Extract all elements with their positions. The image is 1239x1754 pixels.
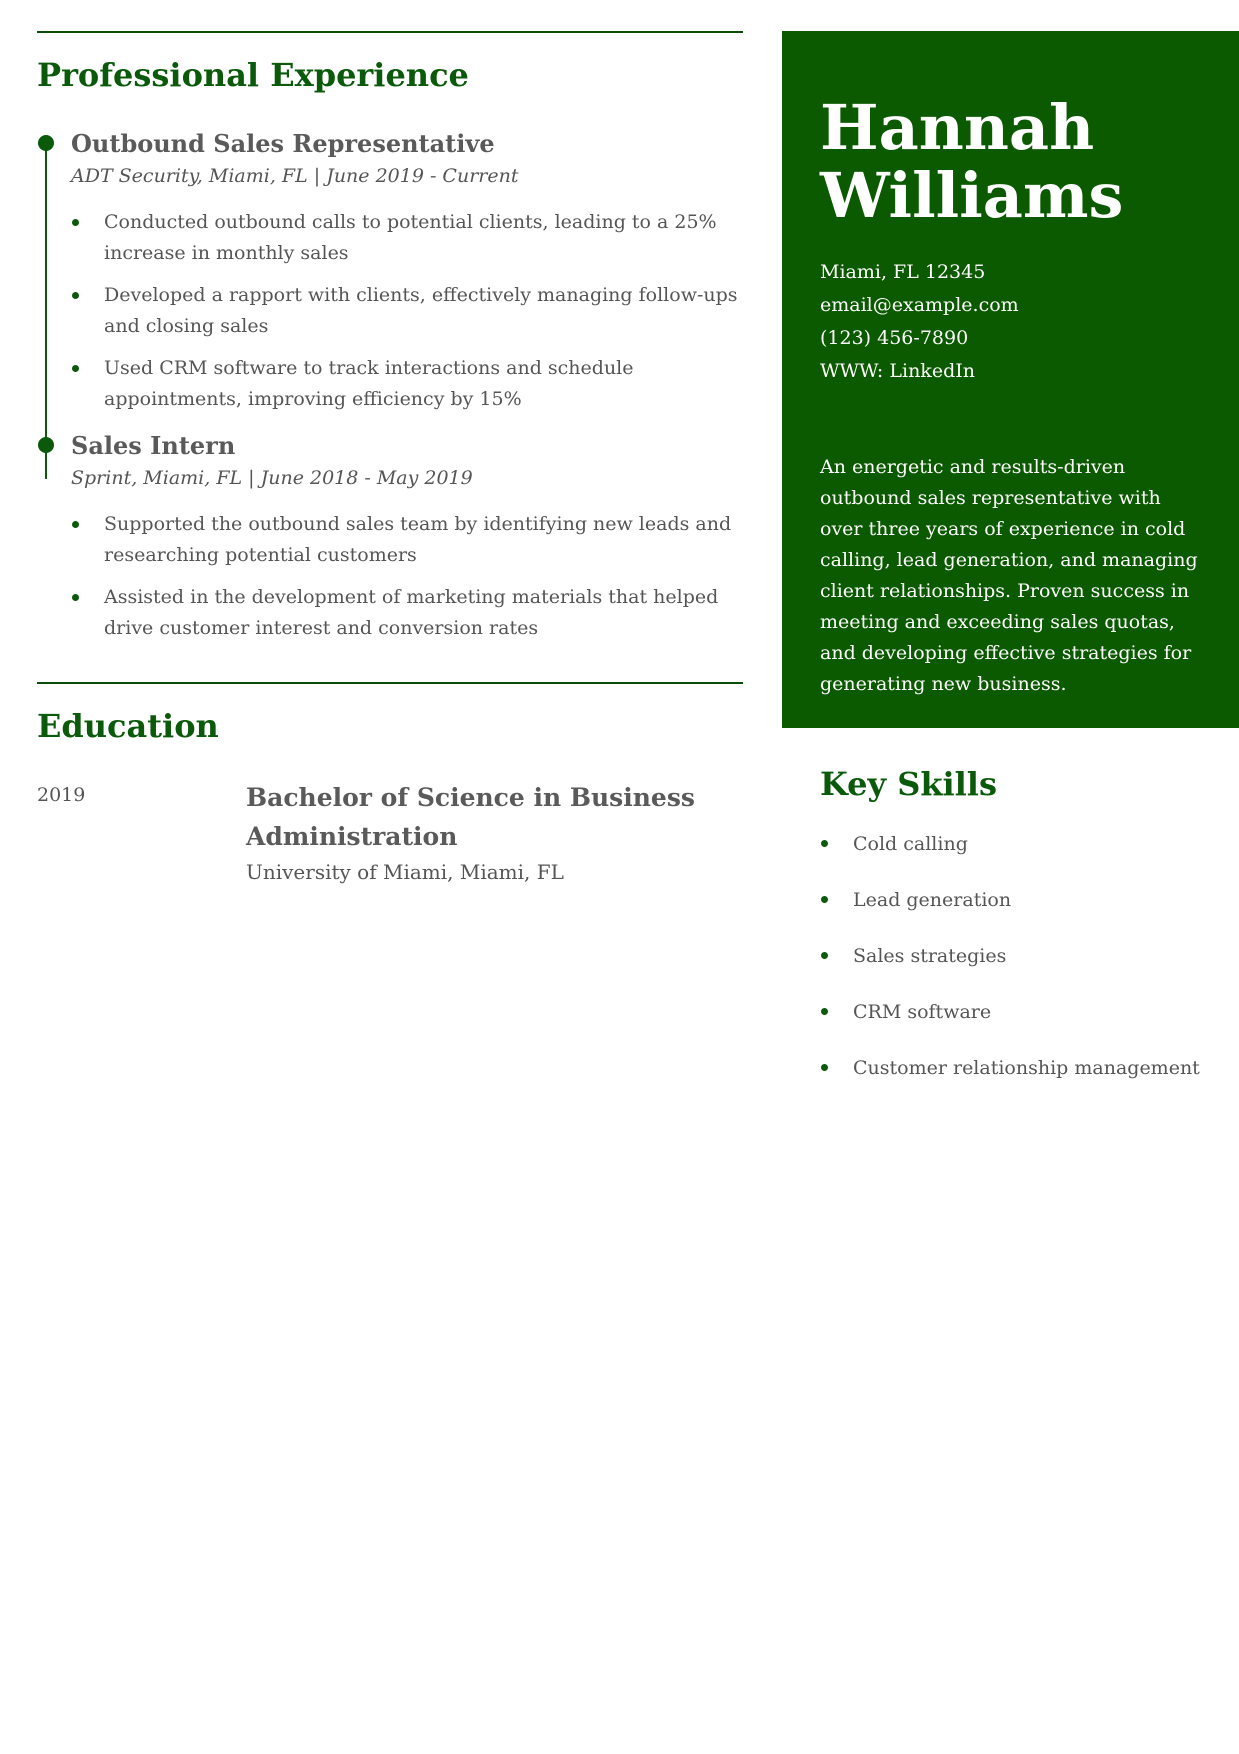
experience-timeline — [37, 129, 743, 644]
skills-list — [820, 830, 1220, 1082]
job-entry — [37, 129, 743, 415]
education-divider — [37, 682, 743, 684]
skill-item — [820, 942, 1220, 970]
bullet-icon — [821, 896, 828, 903]
job-bullet-text: Developed a rapport with clients, effectively managing follow-ups and closing sales — [104, 284, 738, 337]
bullet-icon — [72, 219, 79, 226]
job-bullet — [71, 207, 743, 269]
candidate-name — [820, 91, 1202, 232]
skills-heading: Key Skills — [820, 765, 997, 803]
job-bullet — [71, 353, 743, 415]
job-bullet-text: Used CRM software to track interactions and schedule appointments, improving efficiency by 15% — [104, 357, 634, 410]
skills-section — [820, 764, 1220, 1110]
timeline-dot-icon — [38, 135, 54, 151]
skill-text: Customer relationship management — [853, 1057, 1200, 1079]
skill-item — [820, 998, 1220, 1026]
job-meta: ADT Security, Miami, FL | June 2019 - Current — [71, 165, 519, 187]
job-bullet — [71, 509, 743, 571]
job-bullet-text: Conducted outbound calls to potential clients, leading to a 25% increase in monthly sales — [104, 211, 717, 264]
job-bullets — [71, 207, 743, 415]
bullet-icon — [72, 594, 79, 601]
bullet-icon — [72, 521, 79, 528]
skill-item — [820, 1054, 1220, 1082]
skill-item — [820, 830, 1220, 858]
bullet-icon — [821, 952, 828, 959]
skill-text: Lead generation — [853, 889, 1012, 911]
profile-panel — [782, 31, 1239, 728]
skill-text: Cold calling — [853, 833, 968, 855]
job-bullet-text: Assisted in the development of marketing materials that helped drive customer interest and conversion rates — [104, 586, 719, 639]
bullet-icon — [821, 840, 828, 847]
bullet-icon — [821, 1008, 828, 1015]
job-bullet — [71, 280, 743, 342]
skill-text: Sales strategies — [853, 945, 1007, 967]
timeline-dot-icon — [38, 437, 54, 453]
contact-info — [820, 256, 1202, 388]
main-column — [37, 31, 743, 898]
contact-website[interactable]: WWW: LinkedIn — [820, 360, 975, 382]
education-degree: Bachelor of Science in Business Administration — [246, 783, 695, 851]
name-last: Williams — [820, 159, 1124, 232]
contact-phone[interactable]: (123) 456-7890 — [820, 327, 969, 349]
job-entry — [37, 431, 743, 644]
skill-item — [820, 886, 1220, 914]
bullet-icon — [72, 292, 79, 299]
contact-location: Miami, FL 12345 — [820, 261, 986, 283]
job-bullet — [71, 582, 743, 644]
name-first: Hannah — [820, 91, 1095, 164]
profile-summary: An energetic and results-driven outbound sales representative with over three years of experience in cold calling, lead generation, and managing client relationships. Proven success in meeting and exceeding sales quotas, and developing effective strategies for generating new business. — [820, 456, 1198, 695]
experience-heading: Professional Experience — [37, 56, 469, 94]
education-school: University of Miami, Miami, FL — [246, 860, 564, 884]
job-bullets — [71, 509, 743, 644]
skill-text: CRM software — [853, 1001, 992, 1023]
experience-divider — [37, 31, 743, 33]
bullet-icon — [821, 1064, 828, 1071]
education-entry — [37, 778, 743, 898]
education-details — [246, 778, 706, 886]
job-meta: Sprint, Miami, FL | June 2018 - May 2019 — [71, 467, 473, 489]
job-title: Outbound Sales Representative — [71, 129, 495, 158]
job-title: Sales Intern — [71, 431, 236, 460]
bullet-icon — [72, 365, 79, 372]
education-heading: Education — [37, 707, 219, 745]
contact-email[interactable]: email@example.com — [820, 294, 1019, 316]
education-year: 2019 — [37, 784, 86, 806]
job-bullet-text: Supported the outbound sales team by identifying new leads and researching potential customers — [104, 513, 732, 566]
